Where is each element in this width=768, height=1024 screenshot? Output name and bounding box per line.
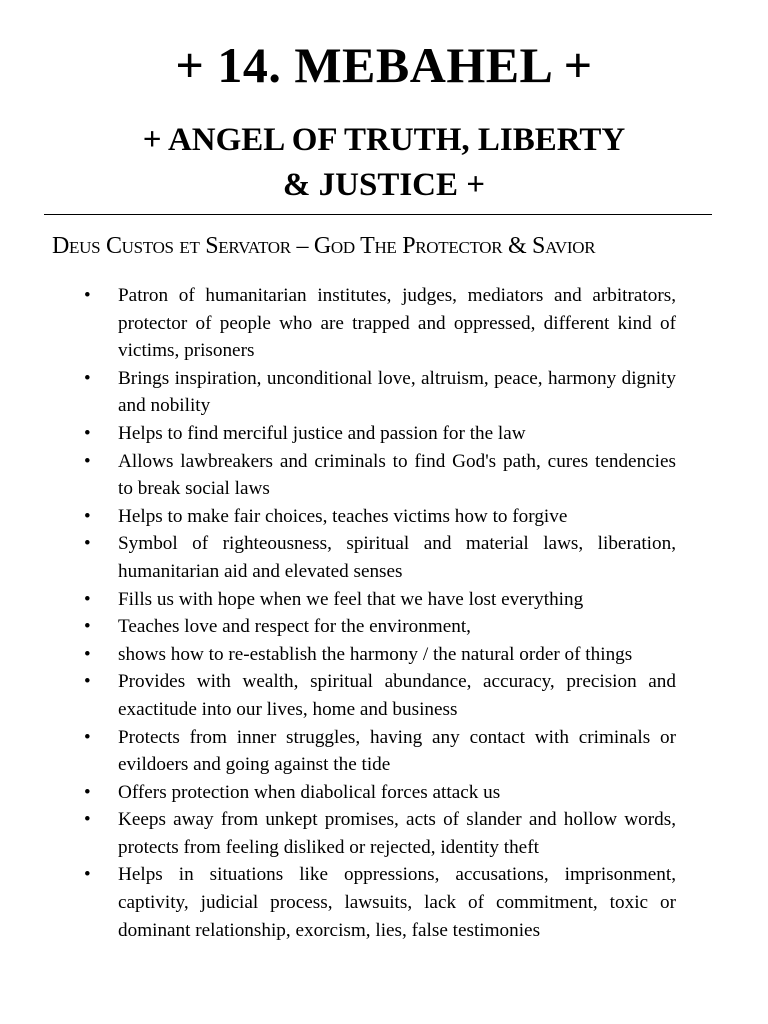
bullet-icon: • <box>84 505 91 527</box>
bullet-icon: • <box>84 781 91 803</box>
list-item <box>80 668 676 723</box>
list-item <box>80 282 676 365</box>
list-item <box>80 586 676 614</box>
bullet-icon: • <box>84 533 91 555</box>
list-item <box>80 641 676 669</box>
list-item-text: Helps to make fair choices, teaches victims how to forgive <box>118 505 568 527</box>
bullet-icon: • <box>84 285 91 306</box>
bullet-icon: • <box>84 864 91 886</box>
list-item <box>80 779 676 807</box>
list-item <box>80 365 676 420</box>
list-item-text: Teaches love and respect for the environment, <box>118 616 471 638</box>
list-item-text: Provides with wealth, spiritual abundance, accuracy, precision and exactitude into our lives, home and business <box>118 671 676 720</box>
attributes-list <box>80 282 676 944</box>
list-item-text: Allows lawbreakers and criminals to find God's path, cures tendencies to break social laws <box>118 450 676 500</box>
list-item <box>80 861 676 944</box>
bullet-icon: • <box>84 616 91 638</box>
list-item-text: Patron of humanitarian institutes, judges, mediators and arbitrators, protector of people who are trapped and oppressed, different kind of victims, prisoners <box>118 285 676 362</box>
bullet-icon: • <box>84 588 91 610</box>
subtitle-line-1: + ANGEL OF TRUTH, LIBERTY <box>142 122 626 158</box>
page-subtitle <box>60 118 708 208</box>
list-item-text: Helps in situations like oppressions, accusations, imprisonment, captivity, judicial process, lawsuits, lack of commitment, toxic or dominant relationship, exorcism, lies, false testimonies <box>118 864 676 941</box>
list-item <box>80 724 676 779</box>
bullet-icon: • <box>84 809 91 831</box>
list-item-text: Keeps away from unkept promises, acts of slander and hollow words, protects from feeling disliked or rejected, identity theft <box>118 809 676 858</box>
list-item-text: Helps to find merciful justice and passion for the law <box>118 422 526 444</box>
horizontal-divider <box>44 214 712 215</box>
list-item <box>80 448 676 503</box>
subtitle-line-2: & JUSTICE + <box>282 167 486 203</box>
list-item <box>80 613 676 641</box>
list-item-text: Fills us with hope when we feel that we have lost everything <box>118 588 584 610</box>
bullet-icon: • <box>84 422 91 444</box>
list-item-text: shows how to re-establish the harmony / the natural order of things <box>118 643 633 665</box>
list-item <box>80 806 676 861</box>
list-item-text: Protects from inner struggles, having any contact with criminals or evildoers and going against the tide <box>118 726 676 776</box>
bullet-icon: • <box>84 671 91 693</box>
list-item-text: Brings inspiration, unconditional love, altruism, peace, harmony dignity and nobility <box>118 367 676 417</box>
list-item-text: Symbol of righteousness, spiritual and material laws, liberation, humanitarian aid and elevated senses <box>118 533 676 582</box>
list-item <box>80 530 676 585</box>
bullet-icon: • <box>84 643 91 665</box>
list-item-text: Offers protection when diabolical forces attack us <box>118 781 501 803</box>
latin-heading: Deus Custos et Servator – God The Protector & Savior <box>52 233 596 259</box>
list-item <box>80 503 676 531</box>
page-title: + 14. MEBAHEL + <box>175 37 593 93</box>
bullet-icon: • <box>84 450 91 472</box>
bullet-icon: • <box>84 726 91 748</box>
bullet-icon: • <box>84 367 91 389</box>
list-item <box>80 420 676 448</box>
